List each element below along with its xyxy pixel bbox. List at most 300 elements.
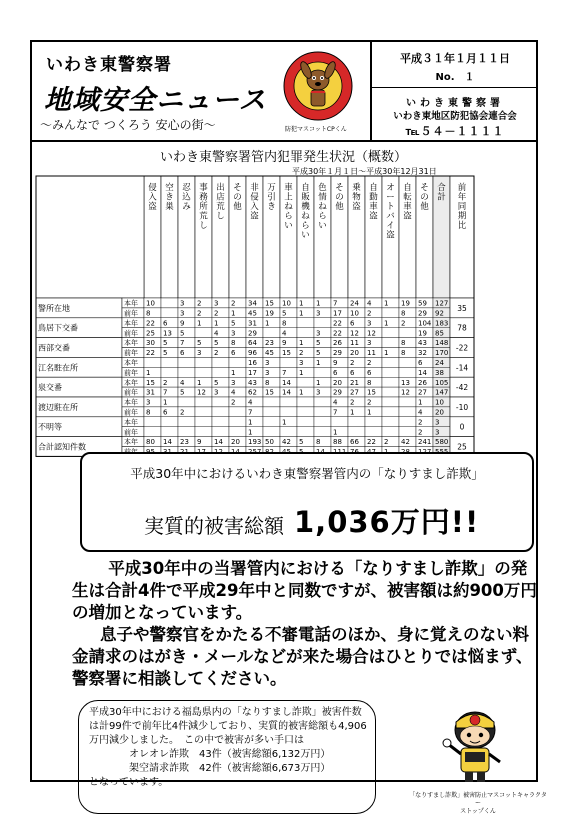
station-name: いわき東警察署 [46, 55, 172, 75]
data-cell [263, 417, 280, 427]
info-line: 架空請求詐欺 42件（被害総額6,673万円） [129, 763, 331, 774]
police-mascot-icon [430, 706, 520, 786]
data-value: 193 [248, 438, 262, 447]
data-value: 29 [418, 309, 427, 318]
data-value: 8 [401, 349, 406, 358]
data-value: 3 [435, 418, 440, 427]
data-cell [280, 397, 297, 407]
data-value: 24 [350, 299, 359, 308]
data-value: 27 [418, 388, 427, 397]
data-value: 1 [231, 368, 236, 377]
data-value: 45 [265, 349, 274, 358]
header-char: い [284, 221, 293, 231]
data-value: 22 [333, 329, 342, 338]
data-cell [263, 427, 280, 437]
header-char: 年 [457, 192, 467, 203]
data-value: 3 [316, 309, 321, 318]
data-cell [195, 407, 212, 417]
row-name: 合計認知件数 [38, 442, 86, 452]
data-value: 9 [197, 438, 202, 447]
header-char: 忍 [182, 183, 191, 193]
data-value: 8 [146, 309, 151, 318]
data-cell [297, 377, 314, 387]
data-value: 92 [435, 309, 444, 318]
data-cell [314, 417, 331, 427]
data-cell [161, 357, 178, 367]
data-value: 4 [333, 398, 338, 407]
data-cell [212, 367, 229, 377]
article-paragraph: 息子や警察官をかたる不審電話のほか、身に覚えのない料金請求のはがき・メールなどが来た場合はひとりでは悩まず、警察署に相談してください。 [72, 625, 533, 688]
header-char: 色 [318, 183, 327, 193]
header-char: 店 [216, 192, 225, 203]
diff-value: 25 [457, 442, 467, 452]
data-value: 9 [282, 339, 287, 348]
banner-headline: 平成30年中におけるいわき東警察署管内の「なりすまし詐欺」 [130, 466, 484, 481]
data-value: 3 [231, 329, 236, 338]
header-char: い [318, 221, 327, 231]
data-cell [280, 427, 297, 437]
data-value: 6 [333, 368, 338, 377]
divider [372, 87, 538, 88]
year-label: 前年 [124, 388, 138, 397]
header-char: 車 [403, 202, 412, 212]
data-value: 5 [316, 349, 321, 358]
data-value: 30 [146, 339, 155, 348]
data-value: 2 [367, 359, 372, 367]
data-value: 62 [248, 388, 257, 397]
publisher-association: いわき東地区防犯協会連合会 [393, 111, 517, 122]
info-line: 平成30年中における福島県内の「なりすまし詐欺」被害件数 [89, 707, 362, 718]
data-value: 5 [214, 378, 219, 387]
row-name: 警所在地 [38, 303, 70, 313]
info-line: は計99件で前年比4件減少しており、実質的被害総額も4,906 [89, 721, 367, 732]
header-char: 盗 [352, 202, 361, 212]
header-char: そ [335, 183, 344, 193]
header-char: 盗 [403, 211, 412, 222]
data-cell [314, 367, 331, 377]
telephone: ℡５４－１１１１ [405, 125, 505, 138]
data-value: 7 [333, 299, 338, 308]
data-value: 104 [418, 319, 432, 328]
diff-value: 78 [457, 323, 467, 333]
data-value: 1 [214, 319, 219, 328]
header-char: 自 [369, 183, 378, 193]
data-cell [297, 427, 314, 437]
data-value: 31 [146, 388, 155, 397]
row-name: 江名駐在所 [38, 363, 78, 373]
data-value: 2 [197, 299, 202, 308]
row-name: 不明等 [38, 422, 62, 432]
data-value: 12 [197, 388, 206, 397]
header-char: バ [386, 211, 395, 222]
data-cell [382, 357, 399, 367]
data-value: 3 [299, 359, 304, 367]
data-value: 2 [350, 398, 355, 407]
data-cell [195, 367, 212, 377]
header-char: 引 [267, 192, 276, 203]
data-value: 6 [163, 319, 168, 328]
row-name: 渡辺駐在所 [38, 402, 78, 412]
data-value: 1 [316, 378, 321, 387]
data-value: 3 [214, 388, 219, 397]
issue-number: No. １ [435, 72, 475, 83]
data-value: 147 [435, 388, 449, 397]
data-value: 2 [299, 349, 304, 358]
data-value: 6 [350, 368, 355, 377]
data-value: 8 [146, 408, 151, 417]
data-cell [212, 397, 229, 407]
data-value: 10 [435, 398, 444, 407]
mascot2-caption-line: ストップくん [460, 808, 496, 815]
data-value: 15 [265, 388, 274, 397]
data-value: 14 [282, 388, 291, 397]
data-cell [314, 318, 331, 328]
year-label: 本年 [124, 319, 138, 328]
data-value: 2 [231, 299, 236, 308]
header-char: 侵 [250, 192, 259, 203]
data-cell [212, 427, 229, 437]
diff-value: -42 [455, 383, 469, 393]
data-value: 27 [350, 388, 359, 397]
data-cell [382, 367, 399, 377]
data-value: 5 [214, 339, 219, 348]
data-value: 12 [350, 329, 359, 338]
data-cell [212, 357, 229, 367]
header-char: ら [318, 211, 327, 222]
header-char: 侵 [148, 183, 157, 193]
header-char: 入 [148, 192, 157, 203]
article-body [72, 558, 542, 690]
data-value: 1 [418, 398, 423, 407]
data-cell [365, 427, 382, 437]
header-char: の [335, 192, 344, 203]
year-label: 前年 [124, 408, 138, 417]
header-char: 他 [335, 202, 344, 212]
data-value: 3 [316, 388, 321, 397]
data-value: 4 [231, 388, 236, 397]
data-cell [212, 407, 229, 417]
data-value: 12 [401, 388, 410, 397]
data-value: 8 [367, 378, 372, 387]
header-char: ー [386, 192, 395, 203]
data-cell [280, 407, 297, 417]
header-char: 他 [420, 202, 429, 212]
data-value: 29 [333, 349, 342, 358]
data-cell [297, 397, 314, 407]
data-cell [382, 407, 399, 417]
issue-date: 平成３１年１月１１日 [400, 52, 510, 65]
header-char: 上 [284, 192, 293, 203]
header-char: ね [301, 211, 310, 222]
header-char: 盗 [386, 230, 395, 241]
data-value: 1 [384, 319, 389, 328]
data-value: 1 [384, 349, 389, 358]
data-value: 16 [248, 359, 257, 367]
data-value: 42 [282, 438, 291, 447]
data-value: 105 [435, 378, 449, 387]
data-cell [314, 427, 331, 437]
data-cell [195, 328, 212, 338]
row-name: 鳥居下交番 [38, 323, 78, 333]
data-cell [399, 427, 416, 437]
data-value: 19 [401, 299, 410, 308]
data-cell [382, 377, 399, 387]
data-cell [382, 427, 399, 437]
data-value: 15 [265, 299, 274, 308]
data-value: 2 [418, 418, 423, 427]
data-value: 1 [197, 378, 202, 387]
header-char: そ [420, 183, 429, 193]
data-value: 4 [214, 329, 219, 338]
data-cell [382, 387, 399, 397]
data-value: 15 [367, 388, 376, 397]
data-value: 32 [418, 349, 427, 358]
header-char: 入 [250, 202, 259, 212]
data-value: 20 [350, 349, 359, 358]
data-value: 8 [265, 378, 270, 387]
data-value: 3 [316, 329, 321, 338]
year-label: 前年 [124, 368, 138, 377]
header-char: 巣 [165, 202, 174, 212]
data-value: 21 [350, 378, 359, 387]
data-value: 50 [265, 438, 274, 447]
data-value: 7 [282, 368, 287, 377]
data-cell [229, 357, 246, 367]
data-cell [178, 417, 195, 427]
data-value: 3 [435, 428, 440, 437]
year-label: 前年 [124, 309, 138, 318]
data-value: 3 [265, 359, 270, 367]
data-value: 3 [180, 299, 185, 308]
data-cell [161, 298, 178, 308]
data-value: 80 [146, 438, 155, 447]
data-value: 1 [197, 319, 202, 328]
header-char: 自 [403, 183, 412, 193]
damage-amount: 1,036万円!! [294, 505, 480, 539]
diff-value: -14 [455, 363, 469, 373]
data-cell [297, 417, 314, 427]
header-char: 期 [457, 211, 467, 222]
data-value: 2 [197, 309, 202, 318]
row-name: 西部交番 [38, 343, 70, 353]
data-value: 96 [248, 349, 257, 358]
prefecture-info-box [78, 700, 376, 814]
data-value: 14 [163, 438, 172, 447]
year-label: 本年 [124, 359, 138, 367]
header-char: 乗 [352, 183, 361, 193]
header-char: 車 [284, 183, 293, 193]
year-label: 本年 [124, 339, 138, 348]
data-cell [297, 318, 314, 328]
data-cell [399, 367, 416, 377]
data-value: 5 [316, 339, 321, 348]
header-char: 非 [250, 183, 259, 193]
data-value: 2 [350, 359, 355, 367]
data-value: 7 [163, 388, 168, 397]
data-cell [348, 427, 365, 437]
damage-label: 実質的被害総額 [144, 514, 284, 538]
diff-value: -10 [455, 402, 469, 412]
header-char: の [420, 192, 429, 203]
data-cell [263, 407, 280, 417]
data-value: 34 [248, 299, 257, 308]
data-value: 5 [163, 339, 168, 348]
info-line: 万円減少しました。 この中で被害が多い手口は [89, 735, 304, 746]
header-char: の [233, 192, 242, 203]
newsletter-title: 地域安全ニュース [44, 85, 267, 116]
data-value: 88 [333, 438, 342, 447]
data-value: 8 [401, 309, 406, 318]
data-value: 2 [180, 408, 185, 417]
data-value: 24 [435, 359, 444, 367]
data-value: 20 [231, 438, 240, 447]
data-value: 1 [299, 339, 304, 348]
data-value: 1 [384, 299, 389, 308]
data-value: 22 [333, 319, 342, 328]
table-period: 平成30年１月１日～平成30年12月31日 [292, 167, 437, 176]
data-value: 3 [197, 349, 202, 358]
data-value: 17 [248, 368, 257, 377]
data-value: 59 [418, 299, 427, 308]
data-value: 12 [367, 329, 376, 338]
data-value: 3 [231, 378, 236, 387]
data-cell [314, 407, 331, 417]
data-cell [399, 328, 416, 338]
data-value: 66 [350, 438, 359, 447]
data-value: 14 [418, 368, 427, 377]
data-value: 6 [163, 408, 168, 417]
header-char: 情 [318, 192, 327, 203]
data-value: 1 [350, 408, 355, 417]
data-cell [348, 417, 365, 427]
data-cell [161, 417, 178, 427]
data-value: 1 [316, 359, 321, 367]
data-value: 38 [435, 368, 444, 377]
data-value: 1 [248, 418, 253, 427]
header-char: 計 [437, 192, 446, 203]
data-value: 4 [282, 329, 287, 338]
data-value: 4 [418, 408, 423, 417]
diff-value: 0 [459, 422, 465, 432]
data-value: 13 [163, 329, 172, 338]
header-char: 比 [457, 221, 467, 231]
data-value: 1 [299, 368, 304, 377]
data-value: 17 [333, 309, 342, 318]
data-value: 25 [146, 329, 155, 338]
data-cell [161, 308, 178, 318]
data-cell [263, 328, 280, 338]
data-value: 3 [367, 339, 372, 348]
data-cell [144, 417, 161, 427]
data-value: 3 [214, 299, 219, 308]
data-cell [161, 427, 178, 437]
data-cell [297, 328, 314, 338]
data-value: 43 [248, 378, 257, 387]
data-value: 20 [435, 408, 444, 417]
data-cell [229, 417, 246, 427]
data-value: 7 [333, 408, 338, 417]
header-char: み [182, 202, 191, 212]
data-value: 4 [367, 299, 372, 308]
article-paragraph: 平成30年中の当署管内における「なりすまし詐欺」の発生は合計4件で平成29年中と同数ですが、被害額は約900万円の増加となっています。 [72, 559, 537, 622]
header-char: し [216, 211, 225, 222]
header [32, 42, 536, 142]
header-char: ね [318, 202, 327, 212]
header-char: き [267, 202, 276, 212]
data-value: 1 [265, 319, 270, 328]
header-char: 販 [301, 192, 310, 203]
data-value: 1 [248, 428, 253, 437]
header-char: イ [386, 221, 395, 231]
year-label: 本年 [124, 299, 138, 308]
data-value: 29 [248, 329, 257, 338]
data-value: 2 [367, 398, 372, 407]
data-value: 19 [418, 329, 427, 338]
data-value: 64 [248, 339, 257, 348]
header-char: 空 [165, 183, 174, 193]
data-value: 22 [146, 319, 155, 328]
header-char: 他 [233, 202, 242, 212]
data-value: 7 [248, 408, 253, 417]
data-cell [382, 397, 399, 407]
data-cell [399, 407, 416, 417]
data-value: 6 [367, 368, 372, 377]
data-value: 5 [299, 438, 304, 447]
data-value: 1 [163, 398, 168, 407]
data-value: 10 [282, 299, 291, 308]
data-cell [382, 308, 399, 318]
year-label: 前年 [124, 329, 138, 338]
header-char: き [165, 192, 174, 203]
dog-mascot-icon [282, 50, 354, 122]
data-value: 5 [197, 339, 202, 348]
fraud-banner [80, 452, 534, 552]
header-char: 盗 [369, 211, 378, 222]
year-label: 本年 [124, 438, 138, 447]
data-value: 26 [333, 339, 342, 348]
data-value: 8 [231, 339, 236, 348]
data-cell [229, 407, 246, 417]
data-cell [229, 427, 246, 437]
data-value: 148 [435, 339, 449, 348]
data-value: 2 [384, 438, 389, 447]
data-value: 8 [401, 339, 406, 348]
data-value: 1 [282, 418, 287, 427]
data-cell [314, 397, 331, 407]
issue-info [370, 42, 538, 140]
header-char: ト [386, 202, 395, 212]
data-value: 1 [299, 309, 304, 318]
data-value: 6 [231, 349, 236, 358]
data-value: 6 [418, 359, 423, 367]
data-value: 23 [265, 339, 274, 348]
header-corner [36, 176, 144, 298]
data-value: 22 [367, 438, 376, 447]
year-label: 本年 [124, 398, 138, 407]
header-char: 機 [301, 202, 310, 212]
data-cell [399, 417, 416, 427]
crime-statistics-table [36, 176, 532, 452]
data-value: 5 [180, 329, 185, 338]
data-value: 4 [180, 378, 185, 387]
data-value: 19 [265, 309, 274, 318]
data-value: 10 [146, 299, 155, 308]
data-value: 2 [418, 428, 423, 437]
data-value: 127 [435, 299, 449, 308]
year-label: 本年 [124, 378, 138, 387]
header-char: ら [284, 211, 293, 222]
data-value: 580 [435, 438, 449, 447]
